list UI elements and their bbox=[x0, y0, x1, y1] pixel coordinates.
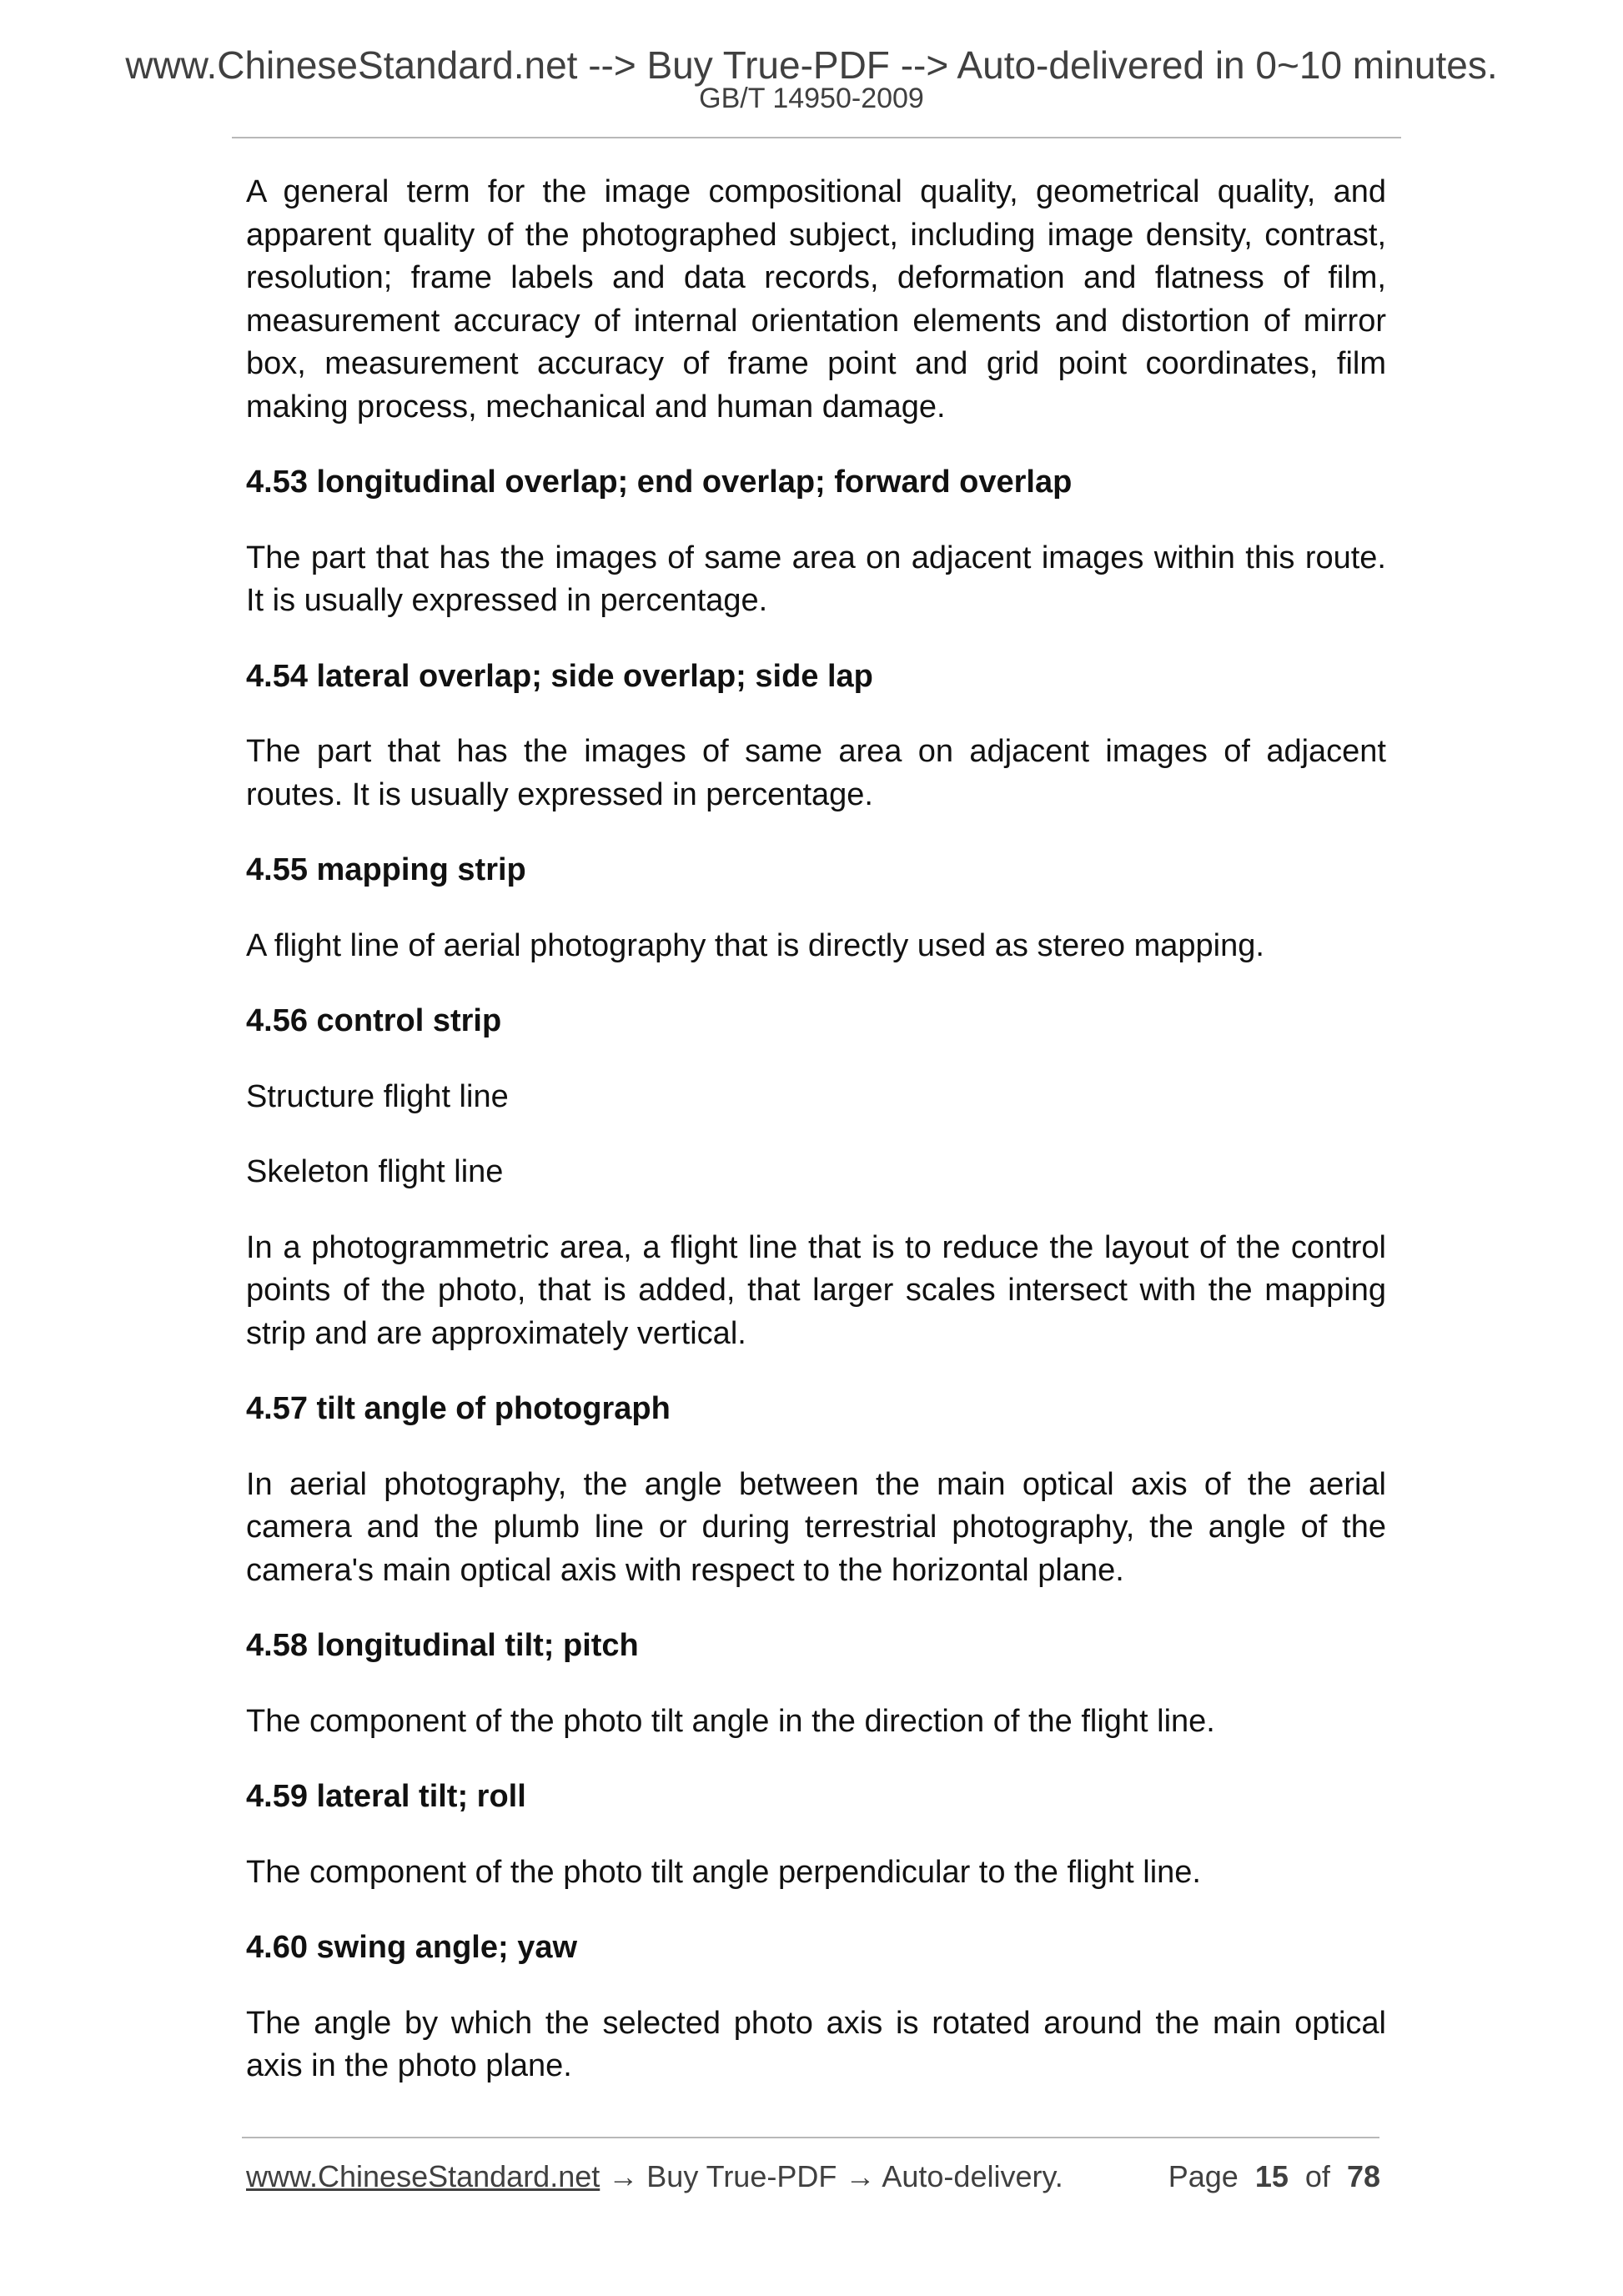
term-4-57-title: 4.57 tilt angle of photograph bbox=[246, 1391, 671, 1426]
term-4-56-title: 4.56 control strip bbox=[246, 1003, 502, 1038]
term-4-60-definition: The angle by which the selected photo axis is rotated around the main optical axis in the photo plane. bbox=[246, 2005, 1386, 2083]
page-label: Page bbox=[1168, 2159, 1239, 2193]
footer-divider bbox=[242, 2137, 1379, 2138]
term-4-58-definition: The component of the photo tilt angle in the direction of the flight line. bbox=[246, 1703, 1215, 1739]
arrow-right-icon: → bbox=[845, 2159, 876, 2193]
term-4-55-title: 4.55 mapping strip bbox=[246, 852, 526, 887]
site-banner: www.ChineseStandard.net --> Buy True-PDF --> Auto-delivered in 0~10 minutes. bbox=[125, 43, 1498, 87]
term-4-54-title: 4.54 lateral overlap; side overlap; side lap bbox=[246, 658, 873, 694]
footer-promo bbox=[246, 2156, 1063, 2198]
page-footer bbox=[246, 2156, 1380, 2198]
term-4-52-definition: A general term for the image compositional quality, geometrical quality, and apparent quality of the photographed subject, including image density, contrast, resolution; frame labels and data records, deformation and flatness of film, measurement accuracy of internal orientation elements and distortion of mirror box, measurement accuracy of frame point and grid point coordinates, film making process, mechanical and human damage. bbox=[246, 174, 1386, 425]
page-content bbox=[246, 171, 1386, 2121]
term-4-56-definition: In a photogrammetric area, a flight line that is to reduce the layout of the control points of the photo, that is added, that larger scales intersect with the mapping strip and are approximately vertical. bbox=[246, 1229, 1386, 1351]
arrow-right-icon: → bbox=[608, 2159, 639, 2193]
document-code: GB/T 14950-2009 bbox=[699, 83, 924, 114]
of-label: of bbox=[1304, 2159, 1330, 2193]
footer-buy-text: Buy True-PDF bbox=[646, 2159, 837, 2193]
total-pages: 78 bbox=[1346, 2159, 1380, 2193]
term-4-57-definition: In aerial photography, the angle between the main optical axis of the aerial camera and the plumb line or during terrestrial photography, the angle of the camera's main optical axis with respect to the horizontal plane. bbox=[246, 1466, 1386, 1588]
term-4-59-definition: The component of the photo tilt angle perpendicular to the flight line. bbox=[246, 1854, 1201, 1890]
footer-delivery-text: Auto-delivery. bbox=[882, 2159, 1063, 2193]
term-4-58-title: 4.58 longitudinal tilt; pitch bbox=[246, 1628, 639, 1663]
page-number bbox=[1168, 2156, 1380, 2198]
current-page: 15 bbox=[1254, 2159, 1289, 2193]
term-4-53-title: 4.53 longitudinal overlap; end overlap; forward overlap bbox=[246, 465, 1073, 500]
term-4-59-title: 4.59 lateral tilt; roll bbox=[246, 1779, 526, 1814]
term-4-54-definition: The part that has the images of same area on adjacent images of adjacent routes. It is usually expressed in percentage. bbox=[246, 734, 1386, 812]
term-4-56-synonym-1: Structure flight line bbox=[246, 1078, 509, 1114]
term-4-53-definition: The part that has the images of same area on adjacent images within this route. It is usually expressed in percentage. bbox=[246, 540, 1386, 618]
term-4-60-title: 4.60 swing angle; yaw bbox=[246, 1930, 578, 1965]
term-4-55-definition: A flight line of aerial photography that is directly used as stereo mapping. bbox=[246, 927, 1264, 963]
term-4-56-synonym-2: Skeleton flight line bbox=[246, 1154, 504, 1189]
footer-site-link[interactable]: www.ChineseStandard.net bbox=[246, 2159, 600, 2193]
header-divider bbox=[232, 137, 1401, 138]
